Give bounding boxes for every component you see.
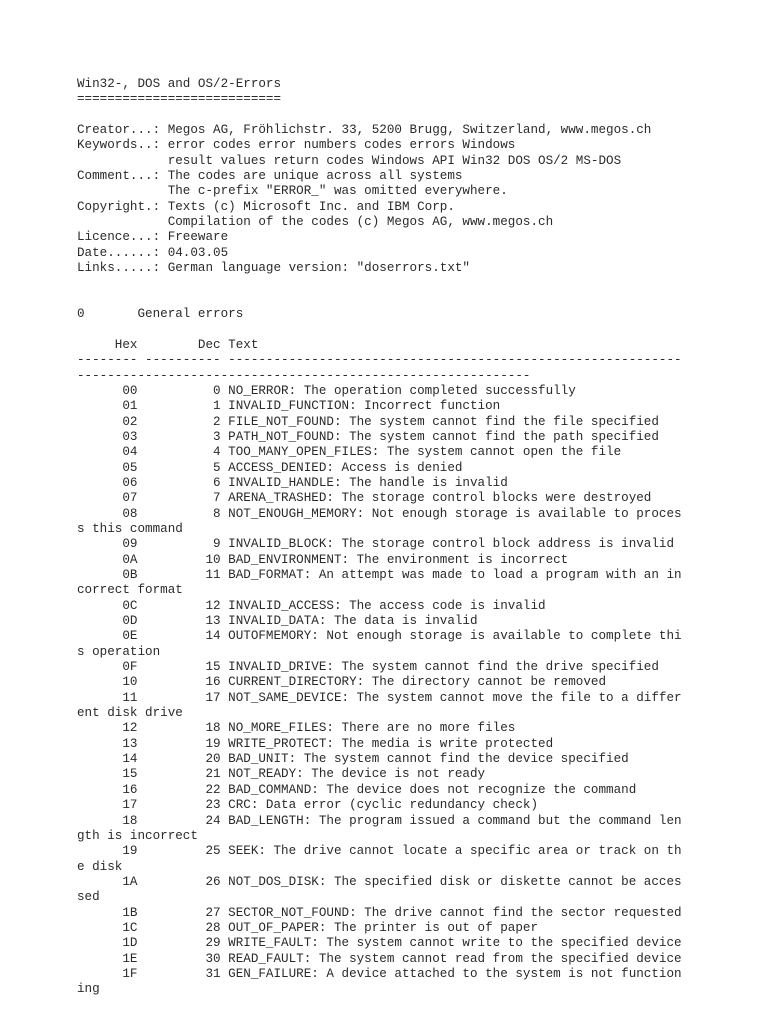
document-page (77, 77, 757, 998)
table-row: 11 17 NOT_SAME_DEVICE: The system cannot move the file to a differ (77, 690, 682, 705)
header-date: Date......: 04.03.05 (77, 245, 229, 260)
table-separator-cont: ------------------------------------------------------------ (77, 368, 531, 383)
table-row: 08 8 NOT_ENOUGH_MEMORY: Not enough storage is available to proces (77, 506, 682, 521)
section-heading: 0 General errors (77, 307, 244, 322)
table-row-wrap: sed (77, 890, 100, 905)
table-row: 12 18 NO_MORE_FILES: There are no more files (77, 721, 516, 736)
table-row: 1E 30 READ_FAULT: The system cannot read from the specified device (77, 951, 682, 966)
error-table (77, 384, 757, 998)
table-row: 14 20 BAD_UNIT: The system cannot find the device specified (77, 752, 629, 767)
table-row-wrap: ent disk drive (77, 706, 183, 721)
table-row: 02 2 FILE_NOT_FOUND: The system cannot find the file specified (77, 414, 659, 429)
table-separator: -------- ---------- ------------------------------------------------------------ (77, 353, 682, 368)
table-row: 0B 11 BAD_FORMAT: An attempt was made to load a program with an in (77, 568, 682, 582)
table-row: 04 4 TOO_MANY_OPEN_FILES: The system cannot open the file (77, 445, 622, 460)
table-row: 06 6 INVALID_HANDLE: The handle is invalid (77, 475, 508, 490)
table-row: 03 3 PATH_NOT_FOUND: The system cannot find the path specified (77, 429, 659, 444)
blank-line (77, 276, 757, 291)
header-keywords: Keywords..: error codes error numbers codes errors Windows (77, 138, 516, 153)
header-links: Links.....: German language version: "doserrors.txt" (77, 261, 470, 276)
table-row: 01 1 INVALID_FUNCTION: Incorrect function (77, 399, 501, 414)
table-row-wrap: correct format (77, 583, 183, 598)
table-row: 05 5 ACCESS_DENIED: Access is denied (77, 460, 463, 475)
table-row: 19 25 SEEK: The drive cannot locate a specific area or track on th (77, 844, 682, 859)
table-row-wrap: e disk (77, 859, 123, 874)
table-row: 1F 31 GEN_FAILURE: A device attached to the system is not function (77, 966, 682, 981)
table-row: 1D 29 WRITE_FAULT: The system cannot write to the specified device (77, 936, 682, 951)
header-licence: Licence...: Freeware (77, 230, 229, 245)
table-row: 0D 13 INVALID_DATA: The data is invalid (77, 614, 478, 629)
table-row-wrap: ing (77, 982, 100, 997)
header-comment-cont: The c-prefix "ERROR_" was omitted everywhere. (77, 184, 508, 199)
table-header: Hex Dec Text (77, 337, 259, 352)
table-row: 00 0 NO_ERROR: The operation completed successfully (77, 383, 576, 398)
table-row: 1C 28 OUT_OF_PAPER: The printer is out of paper (77, 920, 539, 935)
table-row: 18 24 BAD_LENGTH: The program issued a command but the command len (77, 813, 682, 828)
header-comment: Comment...: The codes are unique across all systems (77, 169, 463, 184)
table-row: 15 21 NOT_READY: The device is not ready (77, 767, 486, 782)
table-row: 0C 12 INVALID_ACCESS: The access code is invalid (77, 598, 546, 613)
blank-line (77, 108, 757, 123)
header-creator: Creator...: Megos AG, Fröhlichstr. 33, 5200 Brugg, Switzerland, www.megos.ch (77, 123, 652, 138)
title-underline: =========================== (77, 92, 282, 107)
header-copyright: Copyright.: Texts (c) Microsoft Inc. and IBM Corp. (77, 199, 455, 214)
document-title: Win32-, DOS and OS/2-Errors (77, 77, 282, 91)
blank-line (77, 292, 757, 307)
table-row: 10 16 CURRENT_DIRECTORY: The directory cannot be removed (77, 675, 607, 690)
blank-line (77, 323, 757, 338)
table-row: 0A 10 BAD_ENVIRONMENT: The environment is incorrect (77, 552, 569, 567)
table-row: 07 7 ARENA_TRASHED: The storage control blocks were destroyed (77, 491, 652, 506)
table-row: 16 22 BAD_COMMAND: The device does not recognize the command (77, 782, 637, 797)
header-keywords-cont: result values return codes Windows API Win32 DOS OS/2 MS-DOS (77, 153, 622, 168)
table-row: 13 19 WRITE_PROTECT: The media is write protected (77, 736, 554, 751)
table-row-wrap: gth is incorrect (77, 828, 198, 843)
header-copyright-cont: Compilation of the codes (c) Megos AG, www.megos.ch (77, 215, 554, 230)
table-row: 0F 15 INVALID_DRIVE: The system cannot find the drive specified (77, 660, 659, 675)
table-row: 0E 14 OUTOFMEMORY: Not enough storage is available to complete thi (77, 629, 682, 644)
table-row-wrap: s operation (77, 644, 161, 659)
table-row: 1A 26 NOT_DOS_DISK: The specified disk or diskette cannot be acces (77, 874, 682, 889)
table-row: 09 9 INVALID_BLOCK: The storage control block address is invalid (77, 537, 675, 552)
table-row: 1B 27 SECTOR_NOT_FOUND: The drive cannot find the sector requested (77, 905, 682, 920)
table-row-wrap: s this command (77, 521, 183, 536)
table-row: 17 23 CRC: Data error (cyclic redundancy check) (77, 798, 539, 813)
